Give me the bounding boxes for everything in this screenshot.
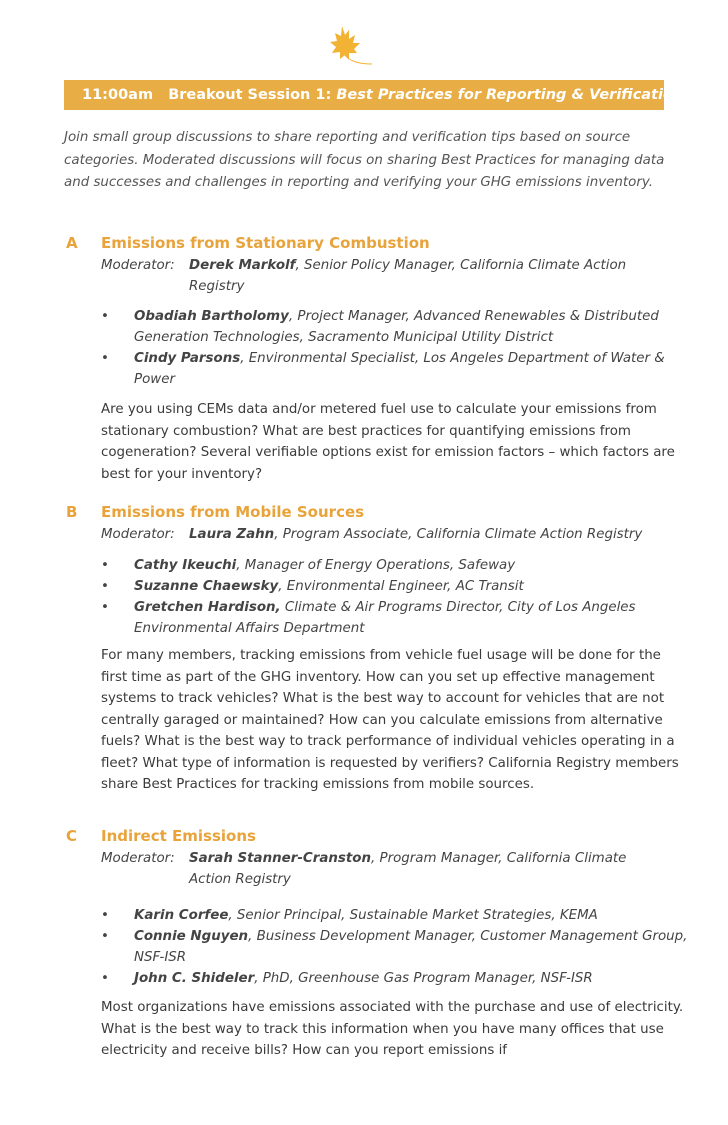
moderator-label: Moderator: [101, 527, 175, 542]
list-item: • Karin Corfee, Senior Principal, Sustainable Market Strategies, KEMA [101, 908, 598, 923]
section-b-participants [101, 555, 691, 639]
session-banner [64, 80, 684, 110]
moderator-name: Laura Zahn [189, 527, 275, 542]
moderator-role-cont: Registry [189, 279, 245, 294]
list-item: • Cindy Parsons, Environmental Specialist, Los Angeles Department of Water & Power [101, 351, 665, 387]
section-b-moderator [101, 524, 681, 545]
moderator-role-cont: Action Registry [189, 872, 291, 887]
session-time: 11:00am [82, 87, 154, 103]
moderator-name: Sarah Stanner-Cranston [189, 851, 372, 866]
participant-role: , Project Manager, Advanced Renewables & Distributed Generation Technologies, Sacramento Municipal Utility District [134, 309, 659, 345]
section-a-title: Emissions from Stationary Combustion [101, 234, 430, 252]
section-a-participants [101, 306, 691, 390]
session-label: Breakout Session 1: [168, 87, 332, 103]
section-c-letter: C [66, 827, 78, 845]
section-c-moderator [101, 848, 681, 890]
section-b-description: For many members, tracking emissions from vehicle fuel usage will be done for the first time as part of the GHG inventory. How can you set up effective management systems to track vehicles? What is the best way to account for vehicles that are not centrally garaged or maintained? How can you calculate emissions from alternative fuels? What is the best way to track performance of individual vehicles operating in a fleet? What type of information is requested by verifiers? California Registry members share Best Practices for tracking emissions from mobile sources. [101, 648, 679, 792]
participant-name: Connie Nguyen [134, 929, 249, 944]
section-b-letter: B [66, 503, 78, 521]
participant-name: Cathy Ikeuchi [134, 558, 237, 573]
participant-role: , Business Development Manager, Customer Management Group, NSF-ISR [134, 929, 688, 965]
maple-leaf-icon [322, 24, 374, 68]
moderator-role: , Program Manager, California Climate [371, 851, 627, 866]
list-item: • Suzanne Chaewsky, Environmental Engineer, AC Transit [101, 579, 524, 594]
moderator-label: Moderator: [101, 851, 175, 866]
section-c-participants [101, 905, 691, 989]
list-item: • Cathy Ikeuchi, Manager of Energy Operations, Safeway [101, 558, 516, 573]
moderator-role: , Program Associate, California Climate Action Registry [274, 527, 643, 542]
participant-name: Cindy Parsons [134, 351, 241, 366]
participant-role: , Environmental Engineer, AC Transit [278, 579, 524, 594]
section-a-moderator [101, 255, 681, 297]
participant-role: , Senior Principal, Sustainable Market Strategies, KEMA [228, 908, 598, 923]
list-item: • Obadiah Bartholomy, Project Manager, Advanced Renewables & Distributed Generation Technologies, Sacramento Municipal Utility District [101, 309, 659, 345]
participant-name: John C. Shideler [134, 971, 255, 986]
list-item: • John C. Shideler, PhD, Greenhouse Gas Program Manager, NSF-ISR [101, 971, 593, 986]
section-a-letter: A [66, 234, 78, 252]
section-c-title: Indirect Emissions [101, 827, 256, 845]
list-item: • Connie Nguyen, Business Development Manager, Customer Management Group, NSF-ISR [101, 929, 688, 965]
participant-name: Obadiah Bartholomy [134, 309, 289, 324]
session-title: Best Practices for Reporting & Verification [336, 87, 684, 103]
moderator-name: Derek Markolf [189, 258, 296, 273]
list-item: • Gretchen Hardison, Climate & Air Programs Director, City of Los Angeles Environmental Affairs Department [101, 600, 636, 636]
participant-role: , Environmental Specialist, Los Angeles Department of Water & Power [134, 351, 665, 387]
section-a-description: Are you using CEMs data and/or metered fuel use to calculate your emissions from stationary combustion? What are best practices for quantifying emissions from cogeneration? Several verifiable options exist for emission factors – which factors are best for your inventory? [101, 402, 675, 482]
participant-role: , PhD, Greenhouse Gas Program Manager, NSF-ISR [254, 971, 593, 986]
moderator-label: Moderator: [101, 258, 175, 273]
section-b-title: Emissions from Mobile Sources [101, 503, 365, 521]
participant-name: Gretchen Hardison, [134, 600, 281, 615]
participant-role: Climate & Air Programs Director, City of Los Angeles Environmental Affairs Department [134, 600, 636, 636]
participant-name: Karin Corfee [134, 908, 229, 923]
intro-text: Join small group discussions to share reporting and verification tips based on source categories. Moderated discussions will focus on sharing Best Practices for managing data and successes and challenges in reporting and verifying your GHG emissions inventory. [64, 130, 665, 190]
participant-role: , Manager of Energy Operations, Safeway [236, 558, 516, 573]
participant-name: Suzanne Chaewsky [134, 579, 279, 594]
section-c-description: Most organizations have emissions associated with the purchase and use of electricity. What is the best way to track this information when you have many offices that use electricity and receive bills? How can you report emissions if [101, 1000, 684, 1058]
moderator-role: , Senior Policy Manager, California Climate Action [295, 258, 627, 273]
